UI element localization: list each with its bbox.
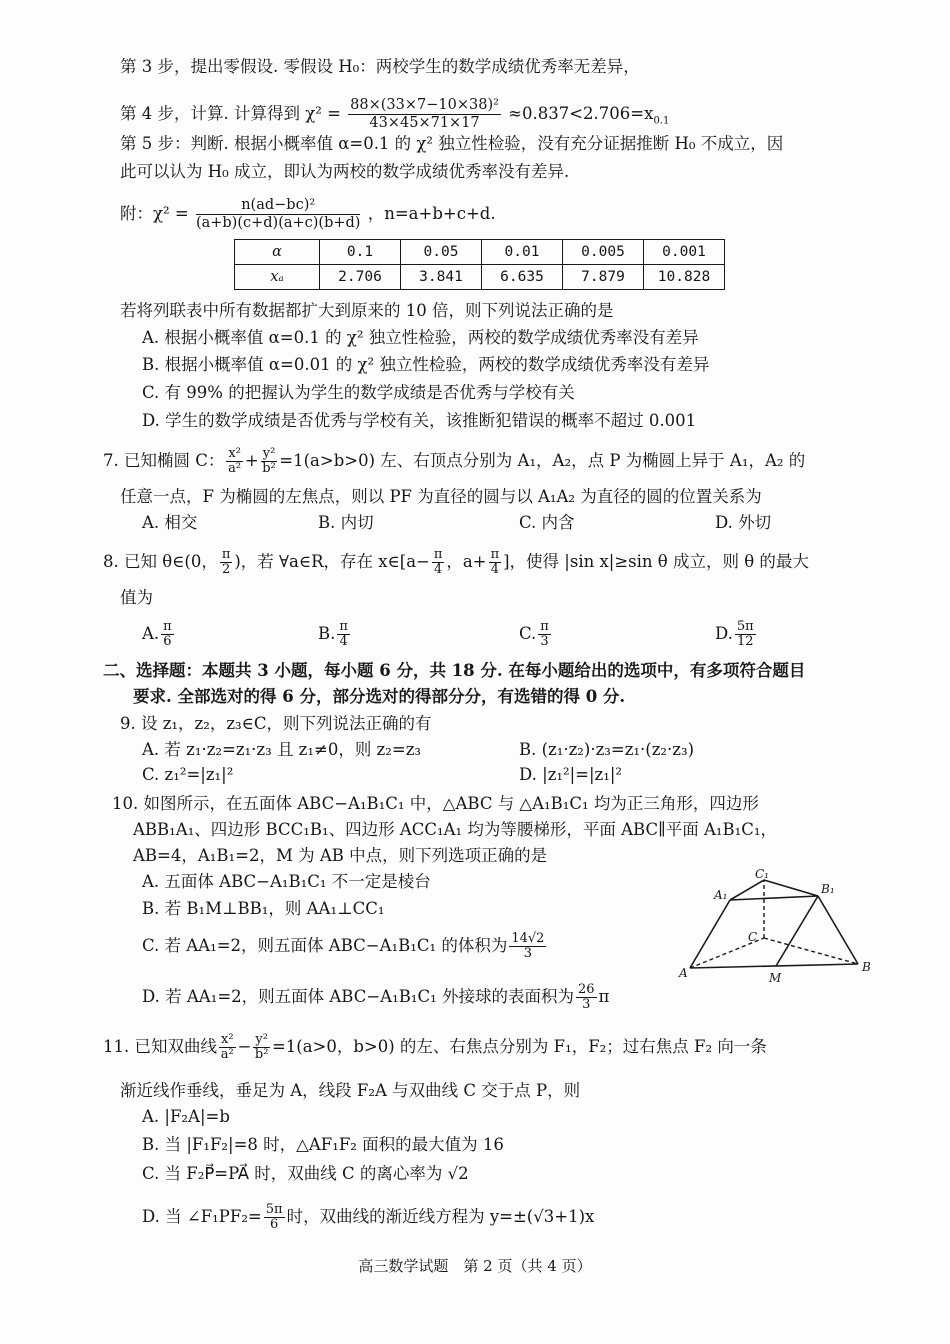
- table-cell: 3.841: [401, 265, 482, 290]
- q7-plus: +: [244, 451, 259, 470]
- table-cell: 2.706: [320, 265, 401, 290]
- q8-pi: π: [433, 547, 443, 562]
- edge-aa1: [690, 900, 730, 968]
- q9-option-d: D. |z₁²|=|z₁|²: [519, 765, 623, 784]
- section2-line2: 要求. 全部选对的得 6 分，部分选对的得部分分，有选错的得 0 分.: [133, 687, 626, 706]
- q8-mid2: ，a+: [446, 552, 487, 571]
- q9-option-c: C. z₁²=|z₁|²: [142, 765, 234, 784]
- q10-option-c-num: 14√2: [511, 931, 545, 946]
- q9-stem: 9. 设 z₁，z₂，z₃∈C，则下列说法正确的有: [120, 714, 432, 733]
- q6-step4-sub: 0.1: [653, 115, 670, 127]
- q11-minus: −: [237, 1037, 252, 1056]
- q7-post: =1(a>b>0) 左、右顶点分别为 A₁，A₂，点 P 为椭圆上异于 A₁，A₂ 的: [279, 451, 806, 470]
- q7-term2: [261, 447, 278, 476]
- q7-pre: 7. 已知椭圆 C：: [103, 451, 225, 470]
- edge-a1c1: [730, 880, 764, 900]
- q7-term2-den: b²: [262, 461, 276, 476]
- table-row-alpha: [235, 240, 725, 265]
- q11-option-c: C. 当 F₂P⃗=PA⃗ 时，双曲线 C 的离心率为 √2: [142, 1164, 469, 1183]
- q11-stem: [103, 1026, 767, 1068]
- q11-option-d-num: 5π: [265, 1202, 283, 1217]
- q8-option-d-frac: [735, 620, 756, 649]
- q8-pi: π: [221, 547, 231, 562]
- q7-line2: 任意一点，F 为椭圆的左焦点，则以 PF 为直径的圆与以 A₁A₂ 为直径的圆的位置关系为: [120, 487, 762, 506]
- q6-step4-prefix: 第 4 步，计算. 计算得到 χ² =: [120, 104, 341, 123]
- label-a: A: [679, 966, 688, 980]
- q7-option-d: D. 外切: [715, 513, 772, 532]
- edge-mb1: [776, 896, 818, 966]
- q7-option-a: A. 相交: [142, 513, 198, 532]
- q7-term1: [226, 447, 243, 476]
- q8-option-a-frac: [161, 620, 174, 649]
- q8-option-c-num: π: [540, 619, 549, 634]
- q11-term1-den: a²: [220, 1047, 234, 1062]
- edge-a1b1: [730, 896, 818, 900]
- table-cell: 0.1: [320, 240, 401, 265]
- q8-option-b-den: 4: [339, 634, 348, 649]
- q11-line2: 渐近线作垂线，垂足为 A，线段 F₂A 与双曲线 C 交于点 P，则: [120, 1081, 581, 1100]
- q8-line2: 值为: [120, 588, 153, 607]
- section2-line1: 二、选择题：本题共 3 小题，每小题 6 分，共 18 分. 在每小题给出的选项中，有多项符合题目: [103, 661, 806, 680]
- q11-term2: [253, 1033, 270, 1062]
- table-cell: 0.01: [482, 240, 563, 265]
- q6-option-b: B. 根据小概率值 α=0.01 的 χ² 独立性检验，两校的数学成绩优秀率没有差异: [142, 355, 710, 374]
- edge-c1b1: [764, 880, 818, 896]
- table-header-alpha: α: [235, 240, 320, 265]
- q7-term1-num: x²: [228, 446, 241, 461]
- table-header-x: xₐ: [235, 265, 320, 290]
- q11-option-b: B. 当 |F₁F₂|=8 时，△AF₁F₂ 面积的最大值为 16: [142, 1135, 504, 1154]
- label-m: M: [769, 971, 782, 985]
- edge-bb1: [818, 896, 858, 964]
- q6-step5-line1: 第 5 步：判断. 根据小概率值 α=0.1 的 χ² 独立性检验，没有充分证据推断 H₀ 不成立，因: [120, 134, 784, 153]
- q8-option-b-num: π: [339, 619, 348, 634]
- q7-option-c: C. 内含: [519, 513, 575, 532]
- q8-mid: )，若 ∀a∈R，存在 x∈[a−: [234, 552, 430, 571]
- q8-option-b-frac: [337, 620, 350, 649]
- q6-step4-denominator: 43×45×71×17: [369, 115, 480, 131]
- q8-option-c: [519, 612, 553, 656]
- q10-option-d-post: π: [598, 987, 610, 1006]
- q8-option-d-label: D.: [715, 624, 733, 643]
- q8-option-d: [715, 612, 758, 656]
- q6-step4-suffix: ≈0.837<2.706=x: [508, 104, 654, 123]
- q8-option-c-den: 3: [540, 634, 549, 649]
- q11-option-a: A. |F₂A|=b: [142, 1107, 230, 1126]
- q6-step4: [120, 92, 669, 136]
- table-cell: 7.879: [563, 265, 644, 290]
- q6-option-d: D. 学生的数学成绩是否优秀与学校有关，该推断犯错误的概率不超过 0.001: [142, 411, 697, 430]
- q10-option-d-frac: [576, 983, 597, 1012]
- q6-formula-suffix: ，n=a+b+c+d.: [367, 204, 496, 223]
- q6-formula-fraction: [196, 197, 361, 232]
- q10-line3: AB=4，A₁B₁=2，M 为 AB 中点，则下列选项正确的是: [133, 846, 548, 865]
- label-c1: C₁: [755, 868, 769, 881]
- q8-pi-over-2: [220, 548, 233, 577]
- q8-stem: [103, 541, 809, 583]
- q11-term2-num: y²: [255, 1032, 268, 1047]
- q8-option-b: [318, 612, 352, 656]
- q7-term1-den: a²: [228, 461, 242, 476]
- label-c: C: [748, 930, 758, 944]
- q7-stem: [103, 440, 805, 482]
- q11-post: =1(a>0，b>0) 的左、右焦点分别为 F₁，F₂；过右焦点 F₂ 向一条: [271, 1037, 767, 1056]
- table-cell: 0.005: [563, 240, 644, 265]
- q8-option-a: [142, 612, 176, 656]
- q11-option-d-post: 时，双曲线的渐近线方程为 y=±(√3+1)x: [286, 1207, 595, 1226]
- q10-option-d: [142, 975, 609, 1019]
- q11-option-d-frac: [264, 1203, 285, 1232]
- q8-two: 2: [221, 562, 231, 577]
- q10-option-c-den: 3: [523, 946, 533, 961]
- q6-formula-prefix: 附：χ² =: [120, 204, 189, 223]
- label-b1: B₁: [821, 882, 835, 896]
- label-b: B: [862, 960, 871, 974]
- pentahedron-figure: [678, 868, 888, 993]
- q8-post: ]，使得 |sin x|≥sin θ 成立，则 θ 的最大: [503, 552, 809, 571]
- q10-option-d-num: 26: [577, 982, 595, 997]
- critical-value-table: [234, 239, 725, 290]
- page-footer: 高三数学试题 第 2 页（共 4 页）: [358, 1257, 592, 1275]
- q10-option-c-frac: [509, 932, 546, 961]
- q8-pi-over-4-a: [432, 548, 445, 577]
- q8-four: 4: [490, 562, 499, 577]
- q6-step4-numerator: 88×(33×7−10×38)²: [350, 97, 499, 113]
- q10-option-d-den: 3: [582, 997, 591, 1012]
- q8-four: 4: [433, 562, 443, 577]
- q11-term1-num: x²: [221, 1032, 234, 1047]
- q10-option-c-text: C. 若 AA₁=2，则五面体 ABC−A₁B₁C₁ 的体积为: [142, 936, 508, 955]
- q8-option-a-label: A.: [142, 624, 160, 643]
- q8-option-a-num: π: [163, 619, 172, 634]
- table-cell: 0.05: [401, 240, 482, 265]
- q8-pi-over-4-b: [489, 548, 502, 577]
- q8-pi: π: [490, 547, 500, 562]
- q6-formula-denominator: (a+b)(c+d)(a+c)(b+d): [195, 215, 361, 231]
- q10-line1: 10. 如图所示，在五面体 ABC−A₁B₁C₁ 中，△ABC 与 △A₁B₁C₁ 均为正三角形，四边形: [112, 794, 759, 813]
- q10-option-d-text: D. 若 AA₁=2，则五面体 ABC−A₁B₁C₁ 外接球的表面积为: [142, 987, 574, 1006]
- table-cell: 10.828: [644, 265, 725, 290]
- q9-option-b: B. (z₁·z₂)·z₃=z₁·(z₂·z₃): [519, 740, 695, 759]
- q10-option-b: B. 若 B₁M⊥BB₁，则 AA₁⊥CC₁: [142, 899, 385, 918]
- label-a1: A₁: [714, 888, 728, 902]
- q10-line2: ABB₁A₁、四边形 BCC₁B₁、四边形 ACC₁A₁ 均为等腰梯形，平面 ABC∥平面 A₁B₁C₁，: [133, 820, 777, 839]
- q9-option-a: A. 若 z₁·z₂=z₁·z₃ 且 z₁≠0，则 z₂=z₃: [142, 740, 422, 759]
- table-row-x: [235, 265, 725, 290]
- q10-option-c: [142, 924, 548, 968]
- q6-option-c: C. 有 99% 的把握认为学生的数学成绩是否优秀与学校有关: [142, 383, 575, 402]
- q11-term2-den: b²: [254, 1047, 269, 1062]
- q6-step5-line2: 此可以认为 H₀ 成立，即认为两校的数学成绩优秀率没有差异.: [120, 162, 570, 181]
- q6-formula-numerator: n(ad−bc)²: [196, 197, 361, 215]
- q6-step3: 第 3 步，提出零假设. 零假设 H₀：两校学生的数学成绩优秀率无差异，: [120, 57, 640, 76]
- q6-option-a: A. 根据小概率值 α=0.1 的 χ² 独立性检验，两校的数学成绩优秀率没有差异: [142, 328, 699, 347]
- q7-option-b: B. 内切: [318, 513, 374, 532]
- q8-option-d-den: 12: [737, 634, 754, 649]
- q6-step4-fraction: [348, 97, 501, 132]
- q11-option-d-den: 6: [270, 1217, 279, 1232]
- q7-term2-num: y²: [262, 446, 276, 461]
- q6-formula: [120, 193, 496, 235]
- q8-option-c-label: C.: [519, 624, 537, 643]
- q10-option-a: A. 五面体 ABC−A₁B₁C₁ 不一定是棱台: [142, 872, 431, 891]
- edge-ab: [690, 964, 858, 968]
- q11-option-d-pre: D. 当 ∠F₁PF₂=: [142, 1207, 262, 1226]
- q11-pre: 11. 已知双曲线: [103, 1037, 217, 1056]
- q11-option-d: [142, 1195, 594, 1239]
- q6-question: 若将列联表中所有数据都扩大到原来的 10 倍，则下列说法正确的是: [120, 301, 614, 320]
- q8-option-d-num: 5π: [736, 619, 754, 634]
- q8-option-c-frac: [538, 620, 551, 649]
- edge-cb: [764, 938, 858, 964]
- table-cell: 6.635: [482, 265, 563, 290]
- q8-option-a-den: 6: [163, 634, 172, 649]
- q11-term1: [219, 1033, 236, 1062]
- table-cell: 0.001: [644, 240, 725, 265]
- q8-option-b-label: B.: [318, 624, 336, 643]
- q8-pre: 8. 已知 θ∈(0，: [103, 552, 218, 571]
